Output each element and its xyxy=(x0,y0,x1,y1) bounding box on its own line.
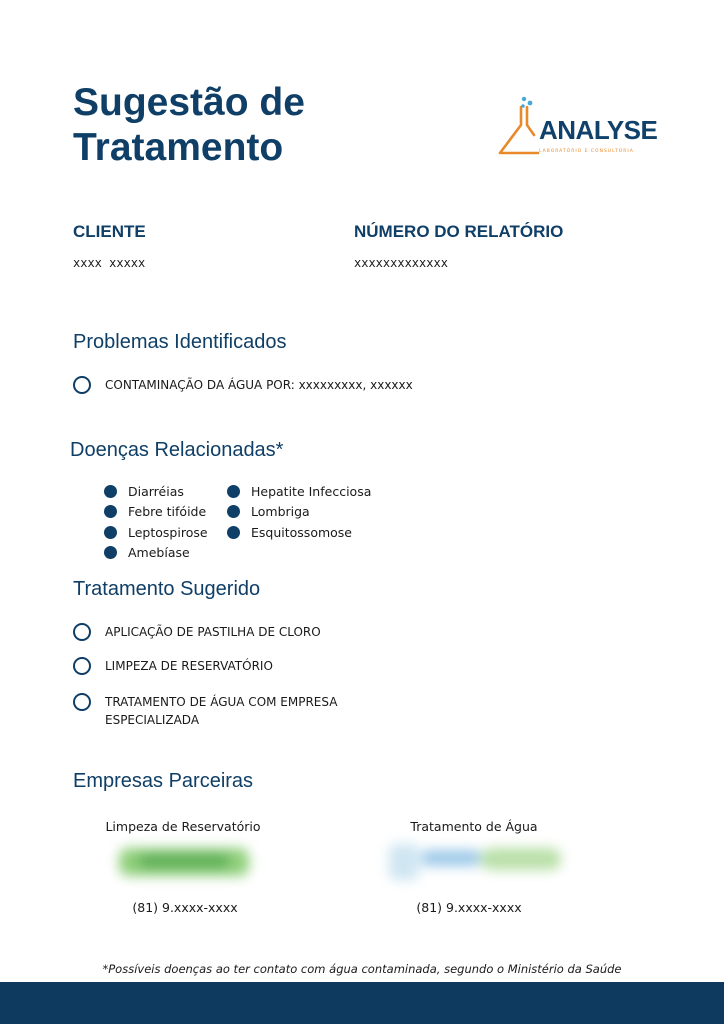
treatment-title: Tratamento Sugerido xyxy=(73,578,261,600)
list-item: Esquitossomose xyxy=(227,522,371,543)
partners-title: Empresas Parceiras xyxy=(73,770,254,792)
page-title xyxy=(73,80,305,170)
problems-title: Problemas Identificados xyxy=(73,331,287,353)
partner-phone-cleaning: (81) 9.xxxx-xxxx xyxy=(132,900,238,915)
analyse-logo xyxy=(494,95,658,159)
checkbox-circle-icon[interactable] xyxy=(73,376,91,394)
partner-logo-image xyxy=(105,842,263,882)
treatment-item[interactable] xyxy=(73,623,321,641)
treatment-text: APLICAÇÃO DE PASTILHA DE CLORO xyxy=(105,625,321,639)
checkbox-circle-icon[interactable] xyxy=(73,693,91,711)
bullet-icon xyxy=(227,505,240,518)
disease-list-col-2 xyxy=(227,481,371,543)
footnote: *Possíveis doenças ao ter contato com água contaminada, segundo o Ministério da Saúde xyxy=(102,962,622,976)
footer-bar xyxy=(0,982,724,1024)
title-line-1: Sugestão de xyxy=(73,81,305,124)
list-item: Lombriga xyxy=(227,502,371,523)
diseases-title: Doenças Relacionadas* xyxy=(70,439,284,461)
checkbox-circle-icon[interactable] xyxy=(73,657,91,675)
logo-subtext: LABORATÓRIO E CONSULTORIA xyxy=(539,149,634,154)
client-value: xxxx xxxxx xyxy=(73,256,146,270)
disease-list-col-1 xyxy=(104,481,208,563)
partner-phone-water: (81) 9.xxxx-xxxx xyxy=(416,900,522,915)
list-item: Diarréias xyxy=(104,481,208,502)
list-item: Hepatite Infecciosa xyxy=(227,481,371,502)
bullet-icon xyxy=(227,526,240,539)
treatment-item[interactable] xyxy=(73,693,375,729)
title-line-2: Tratamento xyxy=(73,126,284,169)
bullet-icon xyxy=(104,546,117,559)
partner-category-cleaning: Limpeza de Reservatório xyxy=(105,819,261,834)
treatment-text: TRATAMENTO DE ÁGUA COM EMPRESA ESPECIALIZADA xyxy=(105,695,338,727)
checkbox-circle-icon[interactable] xyxy=(73,623,91,641)
partner-logo-image xyxy=(383,838,568,886)
treatment-item[interactable] xyxy=(73,657,273,675)
logo-text: ANALYSE xyxy=(539,115,658,145)
bullet-icon xyxy=(104,485,117,498)
list-item: Leptospirose xyxy=(104,522,208,543)
bullet-icon xyxy=(227,485,240,498)
bullet-icon xyxy=(104,505,117,518)
report-number-label: NÚMERO DO RELATÓRIO xyxy=(354,222,564,241)
client-label: CLIENTE xyxy=(73,222,146,241)
treatment-text: LIMPEZA DE RESERVATÓRIO xyxy=(105,659,273,673)
list-item: Febre tifóide xyxy=(104,502,208,523)
list-item: Amebíase xyxy=(104,543,208,564)
problem-item[interactable] xyxy=(73,376,413,394)
report-number-value: xxxxxxxxxxxxx xyxy=(354,256,448,270)
partner-category-water: Tratamento de Água xyxy=(410,819,538,834)
problem-text: CONTAMINAÇÃO DA ÁGUA POR: xxxxxxxxx, xxxxxx xyxy=(105,378,413,392)
bullet-icon xyxy=(104,526,117,539)
